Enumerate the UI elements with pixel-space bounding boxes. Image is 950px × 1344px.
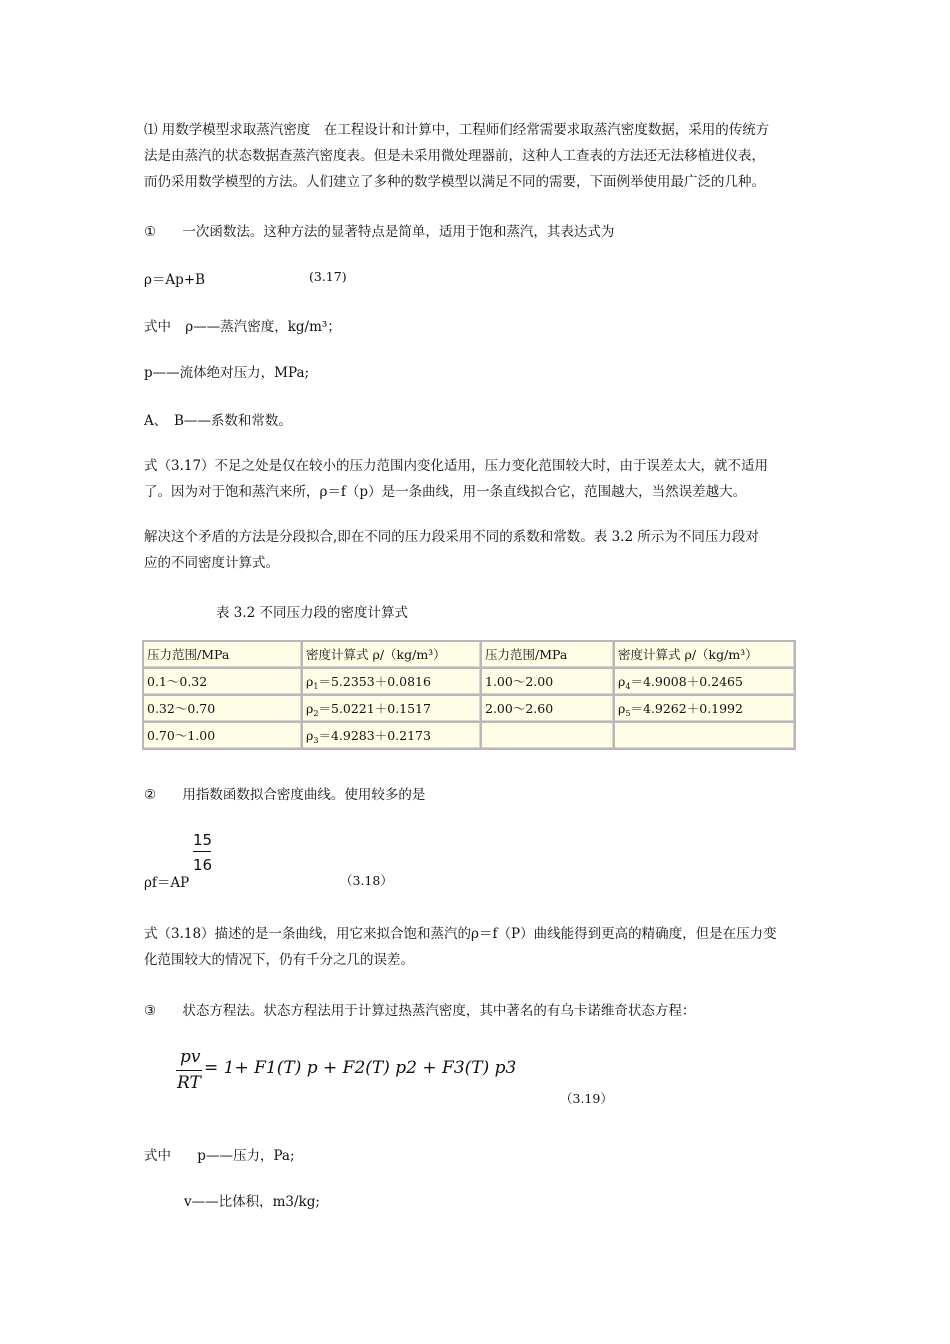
formula-cell: $\rho_5=4.9262+0.1992$ — [615, 696, 794, 721]
formula-number-3-17: (3.17) — [309, 269, 347, 284]
comment-line: 了。因为对于饱和蒸汽来所，ρ＝f（p）是一条曲线，用一条直线拟合它，范围越大，当然误差越大。 — [144, 484, 747, 500]
where-clause-3 — [144, 1144, 295, 1164]
header-cell: 密度计算式 ρ/（kg/m³） — [303, 642, 480, 667]
comment-line: 式（3.17）不足之处是仅在较小的压力范围内变化适用，压力变化范围较大时，由于误差太大，就不适用 — [144, 458, 769, 474]
density-table — [142, 640, 796, 750]
table-header-row — [144, 642, 794, 667]
where-label: 式中 — [144, 319, 171, 335]
intro-line: ⑴ 用数学模型求取蒸汽密度 在工程设计和计算中，工程师们经常需要求取蒸汽密度数据，采用的传统方 — [144, 122, 770, 138]
range-cell: 0.1～0.32 — [144, 669, 301, 694]
definition-v: v——比体积，m3/kg; — [184, 1194, 320, 1210]
equation-rhs: = 1+ F1(T) p + F2(T) p2 + F3(T) p3 — [204, 1058, 517, 1078]
table-row — [144, 696, 794, 721]
exponent-numerator: 15 — [193, 831, 213, 849]
formula-number-3-19: （3.19） — [560, 1091, 613, 1106]
solution-line: 解决这个矛盾的方法是分段拟合,即在不同的压力段采用不同的系数和常数。表 3.2 所示为不同压力段对 — [144, 529, 759, 545]
method2-marker: ② — [144, 787, 157, 803]
header-cell: 密度计算式 ρ/（kg/m³） — [615, 642, 794, 667]
equation-numerator: pv — [180, 1047, 201, 1067]
range-cell: 0.70～1.00 — [144, 723, 301, 748]
method2-text: 用指数函数拟合密度曲线。使用较多的是 — [182, 787, 426, 803]
definition-ab: A、 B——系数和常数。 — [144, 413, 292, 429]
equation-fraction-bar — [176, 1070, 202, 1071]
definition-p: p——压力，Pa; — [197, 1148, 295, 1164]
header-cell: 压力范围/MPa — [144, 642, 301, 667]
table-row — [144, 723, 794, 748]
definition-rho: ρ——蒸汽密度，kg/m³； — [185, 319, 341, 335]
equation-denominator: RT — [177, 1073, 201, 1093]
formula-cell: $\rho_4=4.9008+0.2465$ — [615, 669, 794, 694]
method1-heading — [144, 220, 614, 240]
formula-cell: $\rho_2=5.0221+0.1517$ — [303, 696, 480, 721]
solution-line: 应的不同密度计算式。 — [144, 555, 279, 571]
formula-number-3-18: （3.18） — [340, 873, 393, 888]
range-cell: 1.00～2.00 — [482, 669, 613, 694]
formula-cell: $\rho_3=4.9283+0.2173$ — [303, 723, 480, 748]
formula-cell: $\rho_1=5.2353+0.0816$ — [303, 669, 480, 694]
method3-text: 状态方程法。状态方程法用于计算过热蒸汽密度，其中著名的有乌卡诺维奇状态方程： — [182, 1003, 696, 1019]
comment-line: 化范围较大的情况下，仍有千分之几的误差。 — [144, 952, 414, 968]
where-clause-1 — [144, 315, 341, 335]
formula-3-17: ρ＝Ap+B — [144, 272, 206, 288]
formula-3-18: ρf＝AP — [144, 875, 190, 891]
method1-text: 一次函数法。这种方法的显著特点是简单，适用于饱和蒸汽，其表达式为 — [182, 224, 615, 240]
method2-heading — [144, 783, 425, 803]
header-cell: 压力范围/MPa — [482, 642, 613, 667]
intro-line: 而仍采用数学模型的方法。人们建立了多种的数学模型以满足不同的需要，下面例举使用最广泛的几种。 — [144, 174, 765, 190]
where-label: 式中 — [144, 1148, 171, 1164]
range-cell: 0.32～0.70 — [144, 696, 301, 721]
range-cell: 2.00～2.60 — [482, 696, 613, 721]
comment-line: 式（3.18）描述的是一条曲线，用它来拟合饱和蒸汽的ρ＝f（P）曲线能得到更高的精确度，但是在压力变 — [144, 926, 777, 942]
formula-cell — [615, 723, 794, 748]
method3-heading — [144, 999, 695, 1019]
method3-marker: ③ — [144, 1003, 157, 1019]
range-cell — [482, 723, 613, 748]
method1-comment — [144, 453, 820, 505]
method1-marker: ① — [144, 224, 157, 240]
exponent-fraction-bar — [193, 851, 211, 852]
definition-p: p——流体绝对压力，MPa; — [144, 365, 310, 381]
method2-comment — [144, 921, 820, 973]
table-row — [144, 669, 794, 694]
intro-paragraph — [144, 117, 820, 195]
exponent-denominator: 16 — [193, 856, 213, 874]
method1-solution — [144, 524, 820, 576]
intro-line: 法是由蒸汽的状态数据查蒸汽密度表。但是未采用微处理器前，这种人工查表的方法还无法移植进仪表， — [144, 148, 765, 164]
table-caption: 表 3.2 不同压力段的密度计算式 — [216, 605, 409, 621]
